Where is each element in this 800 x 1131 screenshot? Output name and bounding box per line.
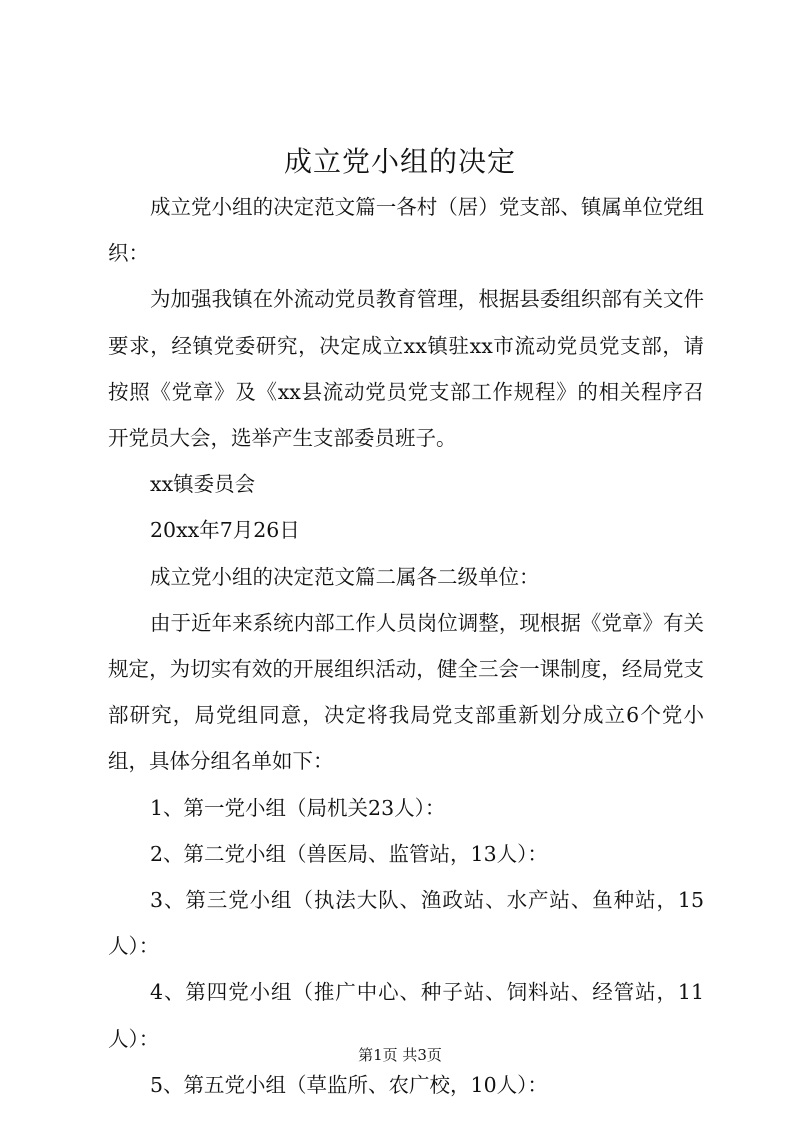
- paragraph-notice-1: 为加强我镇在外流动党员教育管理，根据县委组织部有关文件要求，经镇党委研究，决定成立xx镇驻xx市流动党员党支部，请按照《党章》及《xx县流动党员党支部工作规程》的相关程序召开党员大会，选举产生支部委员班子。: [108, 287, 704, 451]
- paragraph-intro-1: 成立党小组的决定范文篇一各村（居）党支部、镇属单位党组织：: [108, 195, 704, 266]
- list-item-group-4: 4、第四党小组（推广中心、种子站、饲料站、经管站，11人）：: [108, 980, 704, 1051]
- paragraph-signature: xx镇委员会: [150, 472, 256, 497]
- paragraph-notice-2: 由于近年来系统内部工作人员岗位调整，现根据《党章》有关规定，为切实有效的开展组织活动，健全三会一课制度，经局党支部研究，局党组同意，决定将我局党支部重新划分成立6个党小组，具体分组名单如下：: [108, 610, 704, 774]
- document-body: [108, 184, 704, 1108]
- paragraph-intro-2: 成立党小组的决定范文篇二属各二级单位：: [150, 564, 540, 589]
- list-item-group-1: 1、第一党小组（局机关23人）：: [150, 795, 446, 820]
- list-item-group-2: 2、第二党小组（兽医局、监管站，13人）：: [150, 841, 548, 866]
- page-footer: 第1页 共3页: [358, 1046, 442, 1064]
- document-title: 成立党小组的决定: [283, 145, 516, 178]
- paragraph-date: 20xx年7月26日: [150, 518, 300, 543]
- list-item-group-5: 5、第五党小组（草监所、农广校，10人）：: [150, 1072, 548, 1097]
- list-item-group-3: 3、第三党小组（执法大队、渔政站、水产站、鱼种站，15人）：: [108, 888, 704, 959]
